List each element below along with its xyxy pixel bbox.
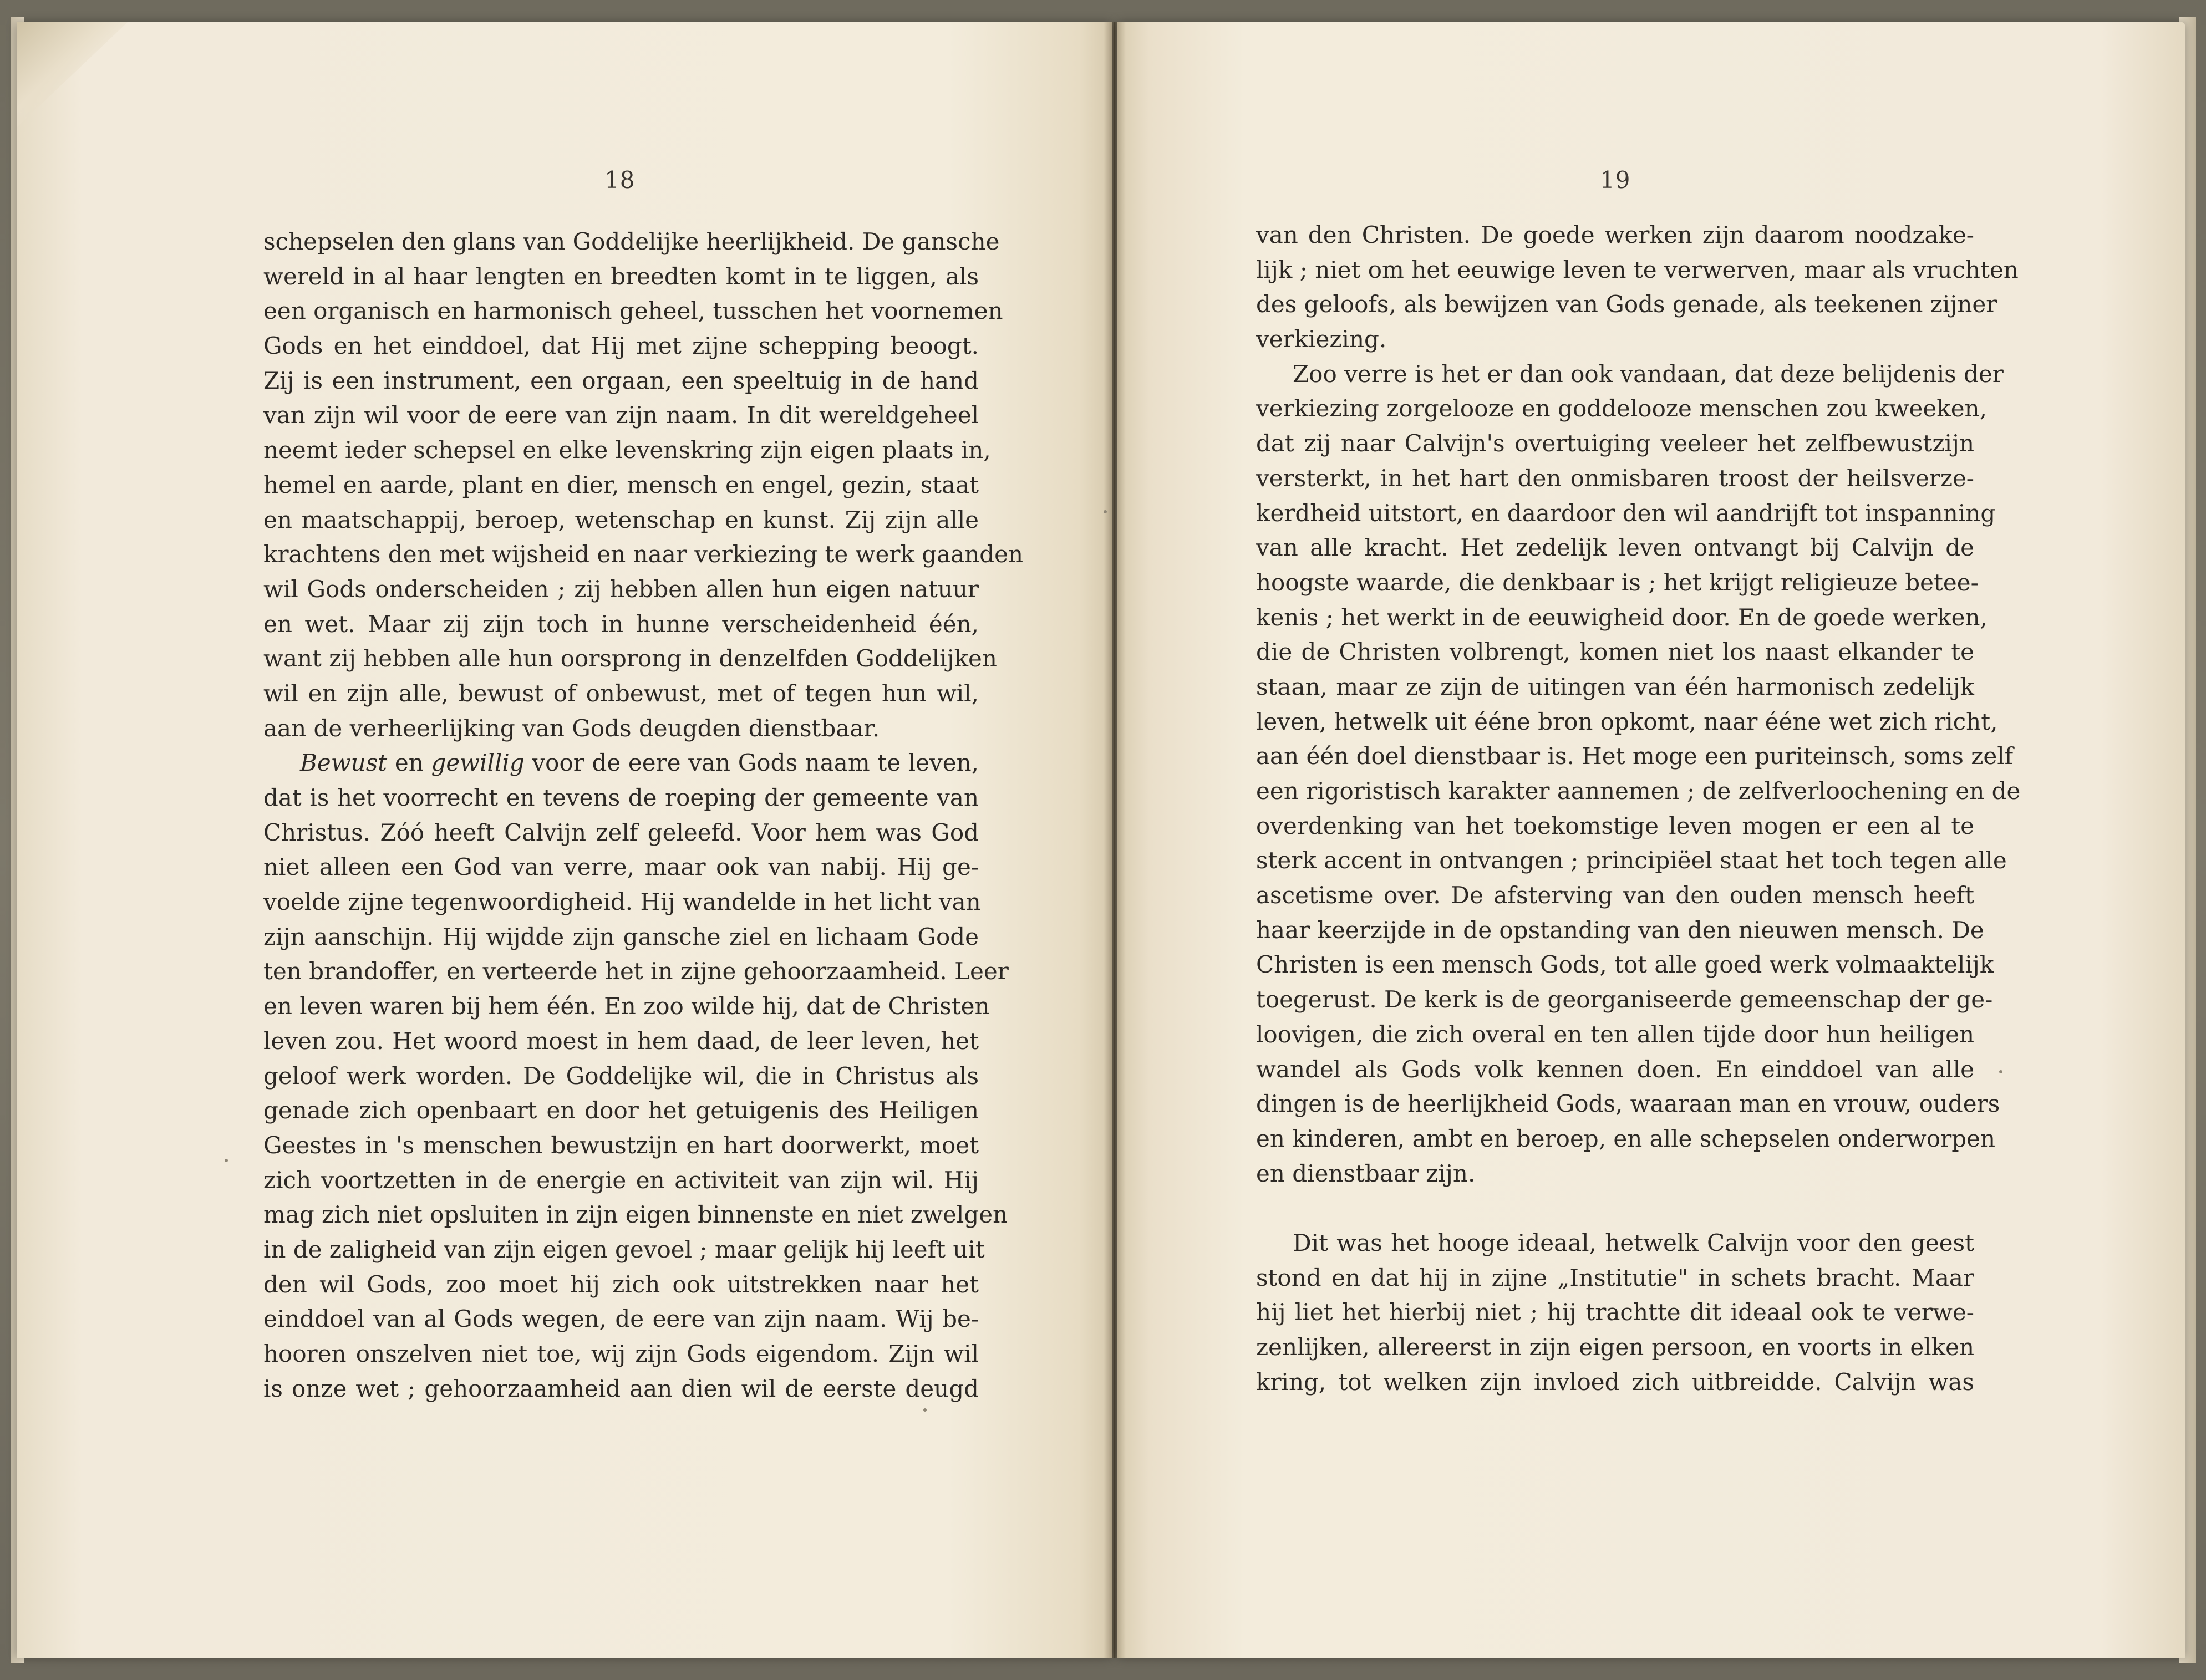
paper-speck bbox=[923, 1408, 927, 1412]
text-line: wandel als Gods volk kennen doen. En einddoel van alle bbox=[1256, 1055, 1974, 1083]
text-line: Christus. Zóó heeft Calvijn zelf geleefd. Voor hem was God bbox=[263, 818, 979, 846]
text-line: dat zij naar Calvijn's overtuiging veeleer het zelfbewustzijn bbox=[1256, 430, 1974, 457]
text-line: van alle kracht. Het zedelijk leven ontvangt bij Calvijn de bbox=[1256, 534, 1974, 562]
paragraph-gap bbox=[1256, 1191, 1974, 1226]
text-line: die de Christen volbrengt, komen niet los naast elkander te bbox=[1256, 638, 1974, 666]
text-line: toegerust. De kerk is de georganiseerde gemeenschap der ge- bbox=[1256, 986, 1993, 1014]
text-line: wil en zijn alle, bewust of onbewust, met of tegen hun wil, bbox=[263, 679, 979, 707]
text-line: loovigen, die zich overal en ten allen tijde door hun heiligen bbox=[1256, 1020, 1974, 1048]
text-line: een rigoristisch karakter aannemen ; de zelfverloochening en de bbox=[1256, 777, 2021, 805]
text-line: overdenking van het toekomstige leven mogen er een al te bbox=[1256, 812, 1974, 839]
text-line: lijk ; niet om het eeuwige leven te verwerven, maar als vruchten bbox=[1256, 256, 2019, 283]
paragraph-opening-line bbox=[263, 746, 979, 781]
text-line: aan één doel dienstbaar is. Het moge een puriteinsch, soms zelf bbox=[1256, 742, 2014, 770]
text-line: versterkt, in het hart den onmisbaren troost der heilsverze- bbox=[1256, 464, 1974, 492]
text-line: Christen is een mensch Gods, tot alle goed werk volmaaktelijk bbox=[1256, 951, 1994, 979]
page-number-left: 18 bbox=[604, 166, 636, 194]
text-line: leven, hetwelk uit ééne bron opkomt, naar ééne wet zich richt, bbox=[1256, 707, 1998, 735]
text-line: neemt ieder schepsel en elke levenskring zijn eigen plaats in, bbox=[263, 436, 991, 464]
text-line: zenlijken, allereerst in zijn eigen persoon, en voorts in elken bbox=[1256, 1333, 1974, 1361]
text-line: is onze wet ; gehoorzaamheid aan dien wil de eerste deugd bbox=[263, 1374, 979, 1402]
text-line: ten brandoffer, en verteerde het in zijne gehoorzaamheid. Leer bbox=[263, 958, 1009, 985]
text-line: dingen is de heerlijkheid Gods, waaraan man en vrouw, ouders bbox=[1256, 1090, 2000, 1118]
text-line: want zij hebben alle hun oorsprong in denzelfden Goddelijken bbox=[263, 645, 997, 673]
text-line: Zij is een instrument, een orgaan, een speeltuig in de hand bbox=[263, 366, 979, 394]
text-line: mag zich niet opsluiten in zijn eigen binnenste en niet zwelgen bbox=[263, 1201, 1008, 1229]
text-line: Dit was het hooge ideaal, hetwelk Calvijn voor den geest bbox=[1293, 1229, 1974, 1256]
text-line: Zoo verre is het er dan ook vandaan, dat deze belijdenis der bbox=[1293, 360, 2004, 388]
text-line: genade zich openbaart en door het getuigenis des Heiligen bbox=[263, 1097, 979, 1124]
text-line: hoogste waarde, die denkbaar is ; het krijgt religieuze betee- bbox=[1256, 568, 1979, 596]
text-line: hij liet het hierbij niet ; hij trachtte dit ideaal ook te verwe- bbox=[1256, 1299, 1974, 1326]
text-line: voelde zijne tegenwoordigheid. Hij wandelde in het licht van bbox=[263, 888, 981, 916]
paper-speck bbox=[225, 1159, 228, 1162]
text-line: Geestes in 's menschen bewustzijn en hart doorwerkt, moet bbox=[263, 1131, 979, 1159]
text-line: verkiezing. bbox=[1256, 325, 1387, 353]
text-line: des geloofs, als bewijzen van Gods genade, als teekenen zijner bbox=[1256, 291, 1997, 318]
text-line: ascetisme over. De afsterving van den ouden mensch heeft bbox=[1256, 882, 1974, 909]
text-line: zijn aanschijn. Hij wijdde zijn gansche ziel en lichaam Gode bbox=[263, 923, 979, 950]
text-line: staan, maar ze zijn de uitingen van één harmonisch zedelijk bbox=[1256, 673, 1974, 700]
text-line: hooren onszelven niet toe, wij zijn Gods eigendom. Zijn wil bbox=[263, 1340, 979, 1367]
text-fragment: voor de eere van Gods naam te leven, bbox=[524, 749, 979, 777]
text-line: in de zaligheid van zijn eigen gevoel ; maar gelijk hij leeft uit bbox=[263, 1235, 985, 1263]
text-line: van den Christen. De goede werken zijn daarom noodzake- bbox=[1256, 221, 1974, 248]
text-line: kenis ; het werkt in de eeuwigheid door. En de goede werken, bbox=[1256, 603, 1988, 631]
text-line: kring, tot welken zijn invloed zich uitbreidde. Calvijn was bbox=[1256, 1368, 1974, 1396]
italic-word: gewillig bbox=[431, 749, 525, 777]
text-line: hemel en aarde, plant en dier, mensch en engel, gezin, staat bbox=[263, 471, 979, 498]
text-line: den wil Gods, zoo moet hij zich ook uitstrekken naar het bbox=[263, 1270, 979, 1298]
text-line: aan de verheerlijking van Gods deugden dienstbaar. bbox=[263, 714, 880, 742]
text-line: kerdheid uitstort, en daardoor den wil aandrijft tot inspanning bbox=[1256, 499, 1996, 527]
text-line: een organisch en harmonisch geheel, tusschen het voornemen bbox=[263, 297, 1003, 325]
text-line: en wet. Maar zij zijn toch in hunne verscheidenheid één, bbox=[263, 610, 979, 638]
text-line: en dienstbaar zijn. bbox=[1256, 1159, 1476, 1187]
text-line: leven zou. Het woord moest in hem daad, de leer leven, het bbox=[263, 1027, 979, 1055]
page-number-right: 19 bbox=[1600, 166, 1631, 194]
left-page-text bbox=[263, 225, 1024, 1406]
text-line: en kinderen, ambt en beroep, en alle schepselen onderworpen bbox=[1256, 1124, 1995, 1152]
text-line: schepselen den glans van Goddelijke heerlijkheid. De gansche bbox=[263, 228, 1000, 255]
paper-speck bbox=[1999, 1070, 2002, 1073]
text-line: verkiezing zorgelooze en goddelooze menschen zou kweeken, bbox=[1256, 395, 1987, 422]
text-line: sterk accent in ontvangen ; principiëel staat het toch tegen alle bbox=[1256, 847, 2007, 874]
book-spine bbox=[1104, 22, 1126, 1658]
text-line: haar keerzijde in de opstanding van den nieuwen mensch. De bbox=[1256, 916, 1984, 944]
text-line: stond en dat hij in zijne „Institutie" in schets bracht. Maar bbox=[1256, 1264, 1974, 1291]
text-line: wil Gods onderscheiden ; zij hebben allen hun eigen natuur bbox=[263, 575, 979, 603]
text-line: wereld in al haar lengten en breedten komt in te liggen, als bbox=[263, 262, 979, 290]
text-line: einddoel van al Gods wegen, de eere van zijn naam. Wij be- bbox=[263, 1305, 979, 1333]
right-page-text bbox=[1256, 218, 2021, 1399]
italic-word: Bewust bbox=[300, 749, 388, 777]
text-line: en maatschappij, beroep, wetenschap en kunst. Zij zijn alle bbox=[263, 506, 979, 533]
text-line: Gods en het einddoel, dat Hij met zijne schepping beoogt. bbox=[263, 332, 979, 360]
text-line: geloof werk worden. De Goddelijke wil, die in Christus als bbox=[263, 1062, 979, 1090]
text-line: zich voortzetten in de energie en activiteit van zijn wil. Hij bbox=[263, 1166, 979, 1194]
text-line: krachtens den met wijsheid en naar verkiezing te werk gaanden bbox=[263, 541, 1024, 568]
text-line: niet alleen een God van verre, maar ook van nabij. Hij ge- bbox=[263, 853, 979, 881]
paper-speck bbox=[1104, 510, 1107, 513]
text-fragment: en bbox=[387, 749, 431, 777]
text-line: dat is het voorrecht en tevens de roeping der gemeente van bbox=[263, 784, 979, 811]
text-line: van zijn wil voor de eere van zijn naam. In dit wereldgeheel bbox=[263, 401, 979, 429]
text-line: en leven waren bij hem één. En zoo wilde hij, dat de Christen bbox=[263, 992, 990, 1020]
